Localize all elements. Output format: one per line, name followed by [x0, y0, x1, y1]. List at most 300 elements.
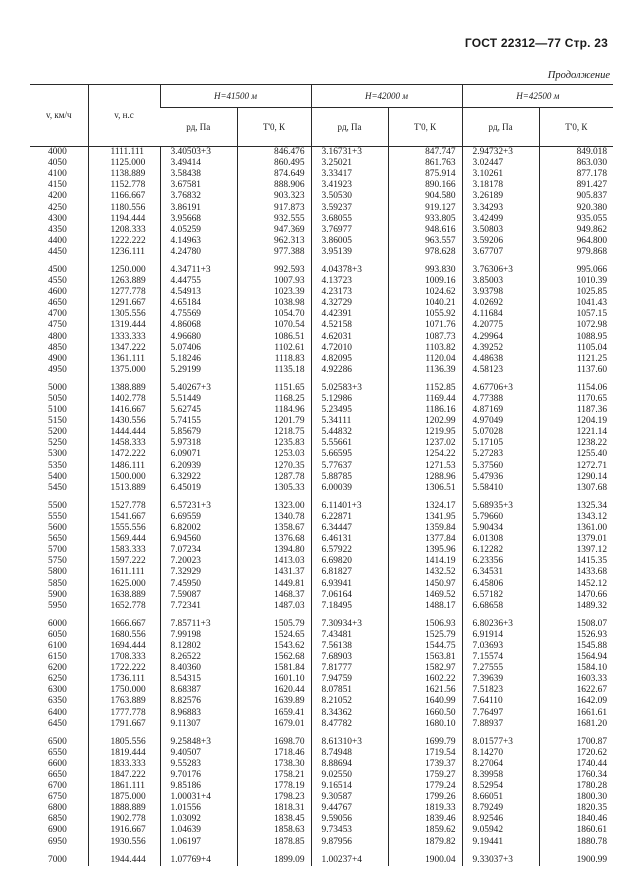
table-row	[30, 814, 613, 825]
temperature-cell: 1340.78	[237, 512, 311, 523]
temperature-cell: 1024.62	[388, 287, 462, 298]
pressure-cell: 6.91914	[462, 630, 539, 641]
speed-kmh-cell: 6700	[48, 781, 67, 792]
pressure-cell: 7.27555	[462, 663, 539, 674]
speed-ms-cell: 1208.333	[88, 225, 160, 236]
pressure-cell: 7.43481	[311, 630, 388, 641]
pressure-cell: 6.20939	[160, 461, 237, 472]
temperature-cell: 1640.99	[388, 696, 462, 707]
pressure-cell: 4.87169	[462, 405, 539, 416]
altitude-header-3: H=42500 м	[462, 85, 613, 108]
pressure-cell: 7.20023	[160, 556, 237, 567]
table-row	[30, 298, 613, 309]
pressure-cell: 9.85186	[160, 781, 237, 792]
speed-kmh-cell: 6200	[48, 663, 67, 674]
temperature-cell: 1661.61	[539, 708, 613, 719]
temperature-cell: 1118.83	[237, 354, 311, 365]
speed-kmh-cell: 6900	[48, 825, 67, 836]
speed-ms-cell: 1611.111	[88, 567, 160, 578]
speed-kmh-cell: 6500	[48, 736, 67, 747]
speed-ms-cell: 1791.667	[88, 719, 160, 730]
table-row	[30, 759, 613, 770]
temperature-cell: 1057.15	[539, 309, 613, 320]
speed-kmh-cell: 5000	[48, 382, 67, 393]
temperature-cell: 1135.18	[237, 365, 311, 376]
pressure-cell: 4.39252	[462, 343, 539, 354]
temperature-cell: 1184.96	[237, 405, 311, 416]
temperature-cell: 860.495	[237, 158, 311, 169]
speed-kmh-cell: 5100	[48, 405, 67, 416]
pressure-cell: 4.54913	[160, 287, 237, 298]
temperature-cell: 1584.10	[539, 663, 613, 674]
pressure-cell: 4.32729	[311, 298, 388, 309]
temperature-cell: 1622.67	[539, 685, 613, 696]
speed-ms-cell: 1513.889	[88, 483, 160, 494]
table-row	[30, 365, 613, 376]
temperature-cell: 1880.78	[539, 837, 613, 848]
table-row	[30, 523, 613, 534]
spacer-cell	[462, 848, 539, 855]
temperature-cell: 1699.79	[388, 737, 462, 748]
pressure-cell: 1.07769+4	[160, 855, 237, 866]
temperature-cell: 1343.12	[539, 512, 613, 523]
speed-kmh-cell: 5950	[48, 600, 67, 611]
pressure-cell: 5.27283	[462, 449, 539, 460]
table-row	[30, 708, 613, 719]
table-row	[30, 332, 613, 343]
temperature-cell: 1072.98	[539, 320, 613, 331]
continuation-label: Продолжение	[547, 70, 610, 81]
speed-ms-cell: 1194.444	[88, 214, 160, 225]
temperature-cell: 1361.00	[539, 523, 613, 534]
spacer-cell	[311, 258, 388, 265]
speed-kmh-cell: 4150	[48, 180, 67, 191]
temperature-header-2: T'0, К	[388, 108, 462, 147]
temperature-cell: 1306.51	[388, 483, 462, 494]
pressure-cell: 4.48638	[462, 354, 539, 365]
speed-ms-cell: 1875.000	[88, 792, 160, 803]
speed-ms-cell: 1847.222	[88, 770, 160, 781]
temperature-cell: 1169.44	[388, 394, 462, 405]
temperature-cell: 1415.35	[539, 556, 613, 567]
pressure-cell: 9.05942	[462, 825, 539, 836]
spacer-cell	[30, 612, 88, 619]
table-row	[30, 265, 613, 276]
temperature-cell: 1879.82	[388, 837, 462, 848]
pressure-cell: 3.67581	[160, 180, 237, 191]
pressure-cell: 5.23495	[311, 405, 388, 416]
pressure-cell: 3.76832	[160, 191, 237, 202]
spacer-cell	[237, 494, 311, 501]
group-spacer	[30, 258, 613, 265]
speed-ms-cell: 1138.889	[88, 169, 160, 180]
temperature-cell: 875.914	[388, 169, 462, 180]
pressure-cell: 9.40507	[160, 748, 237, 759]
temperature-cell: 1204.19	[539, 416, 613, 427]
temperature-cell: 1433.68	[539, 567, 613, 578]
spacer-cell	[30, 258, 88, 265]
temperature-cell: 1524.65	[237, 630, 311, 641]
temperature-cell: 1025.85	[539, 287, 613, 298]
pressure-cell: 3.86005	[311, 236, 388, 247]
pressure-cell: 7.18495	[311, 601, 388, 612]
pressure-cell: 8.92546	[462, 814, 539, 825]
temperature-cell: 1151.65	[237, 383, 311, 394]
temperature-cell: 1564.94	[539, 652, 613, 663]
pressure-cell: 4.67706+3	[462, 383, 539, 394]
pressure-cell: 3.50530	[311, 191, 388, 202]
speed-ms-cell: 1333.333	[88, 332, 160, 343]
pressure-cell: 6.69820	[311, 556, 388, 567]
spacer-cell	[311, 376, 388, 383]
temperature-cell: 1395.96	[388, 545, 462, 556]
table-row	[30, 630, 613, 641]
table-row	[30, 641, 613, 652]
speed-kmh-cell: 5700	[48, 545, 67, 556]
temperature-cell: 874.649	[237, 169, 311, 180]
table-row	[30, 427, 613, 438]
speed-ms-cell: 1902.778	[88, 814, 160, 825]
pressure-cell: 6.69559	[160, 512, 237, 523]
speed-kmh-header: v, км/ч	[30, 85, 88, 147]
pressure-cell: 9.33037+3	[462, 855, 539, 866]
temperature-cell: 1152.85	[388, 383, 462, 394]
table-row	[30, 781, 613, 792]
speed-kmh-cell: 6250	[48, 674, 67, 685]
speed-ms-cell: 1944.444	[88, 855, 160, 866]
speed-kmh-cell: 6800	[48, 803, 67, 814]
speed-ms-cell: 1638.889	[88, 590, 160, 601]
pressure-cell: 6.82002	[160, 523, 237, 534]
temperature-cell: 1839.46	[388, 814, 462, 825]
temperature-cell: 890.166	[388, 180, 462, 191]
speed-kmh-cell: 4950	[48, 364, 67, 375]
pressure-cell: 3.59206	[462, 236, 539, 247]
temperature-cell: 1341.95	[388, 512, 462, 523]
temperature-cell: 1323.00	[237, 501, 311, 512]
speed-ms-cell: 1125.000	[88, 158, 160, 169]
pressure-cell: 6.57182	[462, 590, 539, 601]
spacer-cell	[88, 376, 160, 383]
temperature-cell: 1642.09	[539, 696, 613, 707]
pressure-cell: 8.34362	[311, 708, 388, 719]
speed-kmh-cell: 6750	[48, 792, 67, 803]
spacer-cell	[88, 258, 160, 265]
table-row	[30, 405, 613, 416]
pressure-cell: 4.44755	[160, 276, 237, 287]
temperature-cell: 1760.34	[539, 770, 613, 781]
temperature-cell: 932.555	[237, 214, 311, 225]
pressure-cell: 2.94732+3	[462, 147, 539, 159]
pressure-cell: 7.64110	[462, 696, 539, 707]
temperature-cell: 1414.19	[388, 556, 462, 567]
pressure-cell: 3.68055	[311, 214, 388, 225]
spacer-cell	[30, 494, 88, 501]
pressure-cell: 6.00039	[311, 483, 388, 494]
pressure-cell: 3.42499	[462, 214, 539, 225]
temperature-cell: 1054.70	[237, 309, 311, 320]
pressure-cell: 5.55661	[311, 438, 388, 449]
temperature-cell: 1720.62	[539, 748, 613, 759]
group-spacer	[30, 612, 613, 619]
table-row	[30, 855, 613, 866]
pressure-cell: 5.97318	[160, 438, 237, 449]
speed-kmh-cell: 4600	[48, 287, 67, 298]
speed-kmh-cell: 6850	[48, 814, 67, 825]
pressure-cell: 4.04378+3	[311, 265, 388, 276]
temperature-cell: 1878.85	[237, 837, 311, 848]
speed-ms-cell: 1652.778	[88, 601, 160, 612]
speed-ms-cell: 1805.556	[88, 737, 160, 748]
temperature-cell: 1544.75	[388, 641, 462, 652]
temperature-cell: 1238.22	[539, 438, 613, 449]
pressure-cell: 4.97049	[462, 416, 539, 427]
pressure-cell: 5.07406	[160, 343, 237, 354]
pressure-cell: 8.27064	[462, 759, 539, 770]
speed-ms-cell: 1222.222	[88, 236, 160, 247]
temperature-cell: 1379.01	[539, 534, 613, 545]
speed-kmh-cell: 4200	[48, 191, 67, 202]
speed-kmh-cell: 6950	[48, 836, 67, 847]
pressure-cell: 5.40267+3	[160, 383, 237, 394]
pressure-cell: 8.39958	[462, 770, 539, 781]
temperature-cell: 1290.14	[539, 472, 613, 483]
pressure-cell: 4.05259	[160, 225, 237, 236]
temperature-cell: 1120.04	[388, 354, 462, 365]
temperature-cell: 1394.80	[237, 545, 311, 556]
pressure-cell: 4.86068	[160, 320, 237, 331]
spacer-cell	[388, 848, 462, 855]
temperature-cell: 1820.35	[539, 803, 613, 814]
speed-ms-cell: 1444.444	[88, 427, 160, 438]
pressure-cell: 6.23356	[462, 556, 539, 567]
pressure-cell: 5.47936	[462, 472, 539, 483]
pressure-cell: 6.94560	[160, 534, 237, 545]
pressure-cell: 3.95668	[160, 214, 237, 225]
speed-ms-cell: 1763.889	[88, 696, 160, 707]
table-row	[30, 147, 613, 159]
temperature-cell: 1235.83	[237, 438, 311, 449]
speed-ms-cell: 1930.556	[88, 837, 160, 848]
temperature-cell: 1253.03	[237, 449, 311, 460]
speed-ms-cell: 1486.111	[88, 461, 160, 472]
table-row	[30, 674, 613, 685]
pressure-cell: 7.85711+3	[160, 619, 237, 630]
pressure-cell: 7.39639	[462, 674, 539, 685]
speed-ms-cell: 1555.556	[88, 523, 160, 534]
table-row	[30, 438, 613, 449]
temperature-cell: 1700.87	[539, 737, 613, 748]
table-row	[30, 180, 613, 191]
temperature-cell: 1819.33	[388, 803, 462, 814]
temperature-cell: 1088.95	[539, 332, 613, 343]
temperature-cell: 1858.63	[237, 825, 311, 836]
temperature-cell: 1038.98	[237, 298, 311, 309]
pressure-cell: 8.14270	[462, 748, 539, 759]
pressure-cell: 3.16731+3	[311, 147, 388, 159]
speed-kmh-cell: 5200	[48, 427, 67, 438]
pressure-cell: 5.17105	[462, 438, 539, 449]
pressure-cell: 9.02550	[311, 770, 388, 781]
temperature-cell: 903.323	[237, 191, 311, 202]
speed-ms-cell: 1861.111	[88, 781, 160, 792]
pressure-cell: 3.49414	[160, 158, 237, 169]
table-row	[30, 825, 613, 836]
speed-kmh-cell: 4000	[48, 147, 67, 158]
temperature-cell: 1800.30	[539, 792, 613, 803]
spacer-cell	[311, 848, 388, 855]
table-row	[30, 461, 613, 472]
pressure-cell: 7.51823	[462, 685, 539, 696]
speed-ms-header: v, н.с	[88, 85, 160, 147]
pressure-header-1: pд, Па	[160, 108, 237, 147]
speed-ms-cell: 1888.889	[88, 803, 160, 814]
spacer-cell	[88, 848, 160, 855]
speed-ms-cell: 1347.222	[88, 343, 160, 354]
temperature-cell: 1040.21	[388, 298, 462, 309]
speed-ms-cell: 1680.556	[88, 630, 160, 641]
pressure-cell: 9.30587	[311, 792, 388, 803]
temperature-cell: 1601.10	[237, 674, 311, 685]
temperature-cell: 847.747	[388, 147, 462, 159]
speed-kmh-cell: 6350	[48, 696, 67, 707]
pressure-cell: 3.93798	[462, 287, 539, 298]
table-row	[30, 545, 613, 556]
spacer-cell	[311, 730, 388, 737]
temperature-cell: 1505.79	[237, 619, 311, 630]
spacer-cell	[388, 376, 462, 383]
temperature-cell: 1358.67	[237, 523, 311, 534]
speed-kmh-cell: 4750	[48, 320, 67, 331]
group-spacer	[30, 376, 613, 383]
pressure-cell: 5.88785	[311, 472, 388, 483]
temperature-cell: 1758.21	[237, 770, 311, 781]
temperature-cell: 1620.44	[237, 685, 311, 696]
pressure-cell: 5.62745	[160, 405, 237, 416]
temperature-cell: 1602.22	[388, 674, 462, 685]
pressure-cell: 6.57922	[311, 545, 388, 556]
temperature-cell: 978.628	[388, 247, 462, 258]
temperature-cell: 1377.84	[388, 534, 462, 545]
pressure-cell: 5.07028	[462, 427, 539, 438]
temperature-cell: 1469.52	[388, 590, 462, 601]
temperature-cell: 1487.03	[237, 601, 311, 612]
pressure-cell: 5.44832	[311, 427, 388, 438]
pressure-cell: 4.58123	[462, 365, 539, 376]
temperature-cell: 979.868	[539, 247, 613, 258]
spacer-cell	[160, 848, 237, 855]
speed-ms-cell: 1458.333	[88, 438, 160, 449]
temperature-cell: 1698.70	[237, 737, 311, 748]
pressure-cell: 7.68903	[311, 652, 388, 663]
pressure-cell: 3.18178	[462, 180, 539, 191]
speed-kmh-cell: 5450	[48, 482, 67, 493]
table-row	[30, 276, 613, 287]
temperature-cell: 1137.60	[539, 365, 613, 376]
temperature-cell: 1103.82	[388, 343, 462, 354]
table-row	[30, 394, 613, 405]
pressure-cell: 4.20775	[462, 320, 539, 331]
pressure-cell: 9.73453	[311, 825, 388, 836]
temperature-cell: 1818.31	[237, 803, 311, 814]
speed-kmh-cell: 6600	[48, 758, 67, 769]
speed-kmh-cell: 4450	[48, 246, 67, 257]
pressure-cell: 6.68658	[462, 601, 539, 612]
speed-ms-cell: 1319.444	[88, 320, 160, 331]
pressure-cell: 7.07234	[160, 545, 237, 556]
temperature-cell: 1563.81	[388, 652, 462, 663]
pressure-cell: 8.07851	[311, 685, 388, 696]
speed-kmh-cell: 5350	[48, 460, 67, 471]
pressure-cell: 8.12802	[160, 641, 237, 652]
temperature-cell: 1009.16	[388, 276, 462, 287]
pressure-cell: 4.13723	[311, 276, 388, 287]
table-row	[30, 652, 613, 663]
temperature-cell: 962.313	[237, 236, 311, 247]
temperature-cell: 1621.56	[388, 685, 462, 696]
temperature-cell: 1526.93	[539, 630, 613, 641]
pressure-cell: 7.03693	[462, 641, 539, 652]
pressure-cell: 9.25848+3	[160, 737, 237, 748]
temperature-cell: 904.580	[388, 191, 462, 202]
pressure-cell: 4.77388	[462, 394, 539, 405]
temperature-cell: 1170.65	[539, 394, 613, 405]
temperature-cell: 863.030	[539, 158, 613, 169]
temperature-cell: 1041.43	[539, 298, 613, 309]
pressure-cell: 8.82576	[160, 696, 237, 707]
temperature-cell: 964.800	[539, 236, 613, 247]
speed-kmh-cell: 6300	[48, 685, 67, 696]
temperature-cell: 1270.35	[237, 461, 311, 472]
temperature-cell: 1581.84	[237, 663, 311, 674]
table-row	[30, 601, 613, 612]
speed-kmh-cell: 5600	[48, 523, 67, 534]
pressure-cell: 4.02692	[462, 298, 539, 309]
spacer-cell	[160, 258, 237, 265]
pressure-cell: 3.67707	[462, 247, 539, 258]
altitude-header-2: H=42000 м	[311, 85, 462, 108]
pressure-cell: 6.45806	[462, 578, 539, 589]
pressure-cell: 6.81827	[311, 567, 388, 578]
temperature-cell: 891.427	[539, 180, 613, 191]
temperature-cell: 877.178	[539, 169, 613, 180]
spacer-cell	[388, 494, 462, 501]
pressure-cell: 9.19441	[462, 837, 539, 848]
pressure-cell: 4.14963	[160, 236, 237, 247]
pressure-cell: 6.46131	[311, 534, 388, 545]
pressure-cell: 4.24780	[160, 247, 237, 258]
speed-kmh-cell: 5850	[48, 578, 67, 589]
speed-kmh-cell: 5300	[48, 449, 67, 460]
table-row	[30, 472, 613, 483]
pressure-cell: 5.02583+3	[311, 383, 388, 394]
spacer-cell	[311, 612, 388, 619]
speed-ms-cell: 1472.222	[88, 449, 160, 460]
speed-ms-cell: 1291.667	[88, 298, 160, 309]
temperature-cell: 1452.12	[539, 578, 613, 589]
page-header: ГОСТ 22312—77 Стр. 23	[464, 36, 608, 50]
temperature-header-3: T'0, К	[539, 108, 613, 147]
table-body	[30, 147, 613, 866]
temperature-cell: 1659.41	[237, 708, 311, 719]
pressure-cell: 3.34293	[462, 202, 539, 213]
temperature-cell: 919.127	[388, 202, 462, 213]
pressure-cell: 1.01556	[160, 803, 237, 814]
temperature-cell: 861.763	[388, 158, 462, 169]
speed-ms-cell: 1750.000	[88, 685, 160, 696]
table-row	[30, 737, 613, 748]
speed-kmh-cell: 6400	[48, 707, 67, 718]
